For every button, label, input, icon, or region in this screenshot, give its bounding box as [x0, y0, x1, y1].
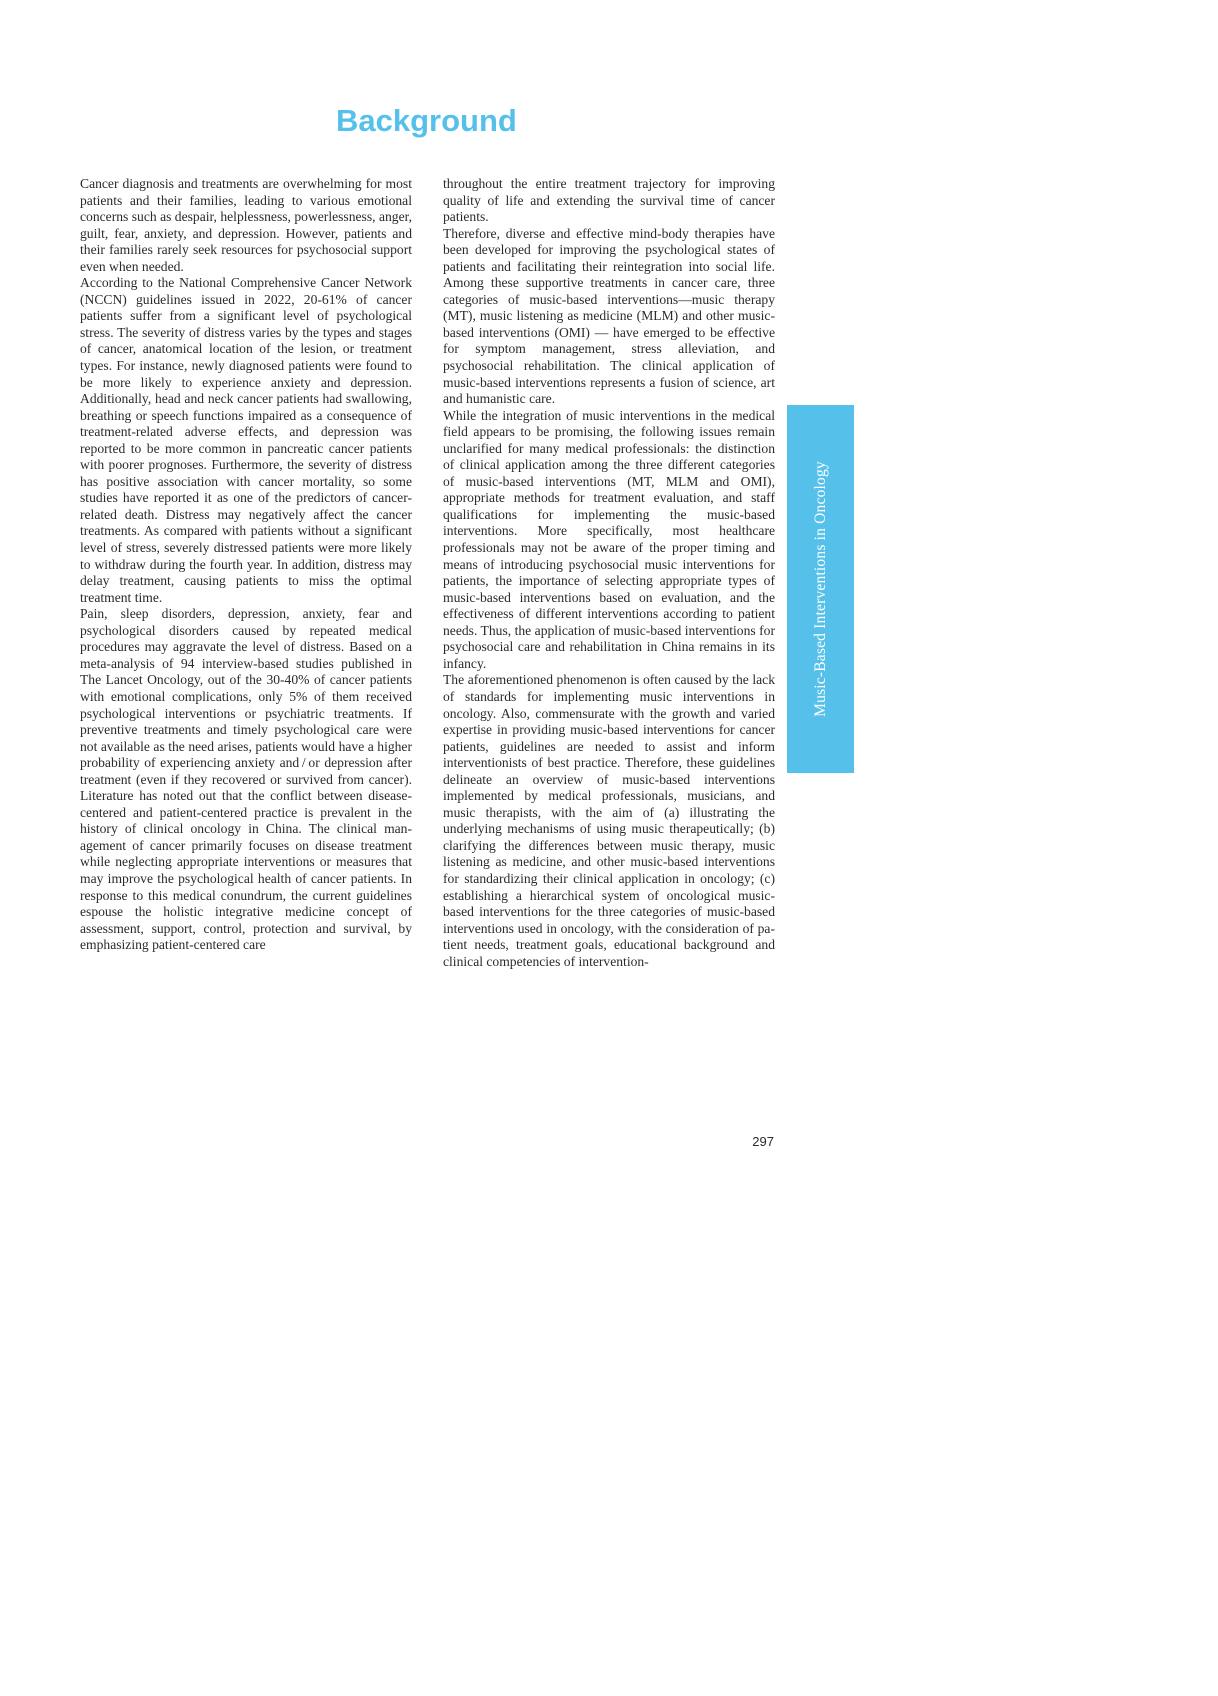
chapter-side-tab — [787, 405, 854, 773]
paragraph: Pain, sleep disorders, depression, anxiety, fear and psychological disorders caused by repeated medical procedures may aggravate the level of distress. Based on a meta-analysis of 94 interview-based studies published in The Lancet Oncology, out of the 30-40% of cancer patients with emotional complications, only 5% of them received psychological interventions or psychiatric treatments. If preventive treatments and timely psychological care were not available as the need arises, patients would have a higher probability of experiencing anxiety and / or depression after treatment (even if they recovered or survived from cancer). Literature has noted out that the conflict between disease-centered and patient-centered practice is prevalent in the history of clinical oncology in China. The clinical management of cancer primarily focuses on disease treatment while neglecting appropriate interventions or measures that may improve the psychological health of cancer patients. In response to this medical conundrum, the current guidelines espouse the holistic integrative medicine concept of assessment, support, control, protection and survival, by emphasizing patient-centered care — [80, 606, 412, 953]
paragraph: Therefore, diverse and effective mind-body therapies have been developed for improving the psychological states of patients and facilitating their reintegration into social life. Among these supportive treatments in cancer care, three categories of music-based interventions—music therapy (MT), music listening as medicine (MLM) and other music-based interventions (OMI) — have emerged to be effective for symptom management, stress alleviation, and psychosocial rehabilitation. The clinical application of music-based interventions represents a fusion of science, art and humanistic care. — [443, 225, 775, 407]
paragraph: According to the National Comprehensive Cancer Network (NCCN) guidelines issued in 2022, 20-61% of cancer patients suffer from a significant level of psychological stress. The severity of distress varies by the types and stages of cancer, anatomical location of the lesion, or treatment types. For instance, newly diagnosed patients were found to be more likely to experience anxiety and depression. Additionally, head and neck cancer patients had swallowing, breathing or speech functions impaired as a consequence of treatment-related adverse effects, and depression was reported to be more common in pancreatic cancer patients with poorer prognoses. Furthermore, the severity of distress has positive association with cancer mortality, so some studies have reported it as one of the predictors of cancer-related death. Distress may negatively affect the cancer treatments. As compared with patients without a significant level of stress, severely distressed patients were more likely to withdraw during the fourth year. In addition, distress may delay treatment, causing patients to miss the optimal treatment time. — [80, 275, 412, 605]
page-number: 297 — [752, 1134, 774, 1149]
text-column-right — [443, 176, 775, 970]
text-column-left — [80, 176, 412, 954]
section-title: Background — [336, 103, 517, 138]
chapter-side-tab-label: Music-Based Interventions in Oncology — [811, 461, 829, 717]
paragraph: The aforementioned phenomenon is often caused by the lack of standards for implementing music interventions in oncology. Also, commensurate with the growth and varied expertise in providing music-based interventions for cancer patients, guidelines are needed to assist and inform interventionists of best practice. Therefore, these guidelines delineate an overview of music-based interventions implemented by medical professionals, musicians, and music therapists, with the aim of (a) illustrating the underlying mechanisms of using music therapeutically; (b) clarifying the differences between music therapy, music listening as medicine, and other music-based interventions for standardizing their clinical application in oncology; (c) establishing a hierarchical system of oncological music-based interventions for the three categories of music-based interventions used in oncology, with the consideration of patient needs, treatment goals, educational background and clinical competencies of intervention- — [443, 672, 775, 969]
paragraph: throughout the entire treatment trajectory for improving quality of life and extending the survival time of cancer patients. — [443, 176, 775, 225]
paragraph: Cancer diagnosis and treatments are overwhelming for most patients and their families, leading to various emotional concerns such as despair, helplessness, powerlessness, anger, guilt, fear, anxiety, and depression. However, patients and their families rarely seek resources for psychosocial support even when needed. — [80, 176, 412, 274]
paragraph: While the integration of music interventions in the medical field appears to be promising, the following issues remain unclarified for many medical professionals: the distinction of clinical application among the three different categories of music-based interventions (MT, MLM and OMI), appropriate methods for treatment evaluation, and staff qualifications for implementing the music-based interventions. More specifically, most healthcare professionals may not be aware of the proper timing and means of introducing psychosocial music interventions for patients, the importance of selecting appropriate types of music-based interventions based on evaluation, and the effectiveness of different interventions according to patient needs. Thus, the application of music-based interventions for psychosocial care and rehabilitation in China remains in its infancy. — [443, 407, 775, 671]
